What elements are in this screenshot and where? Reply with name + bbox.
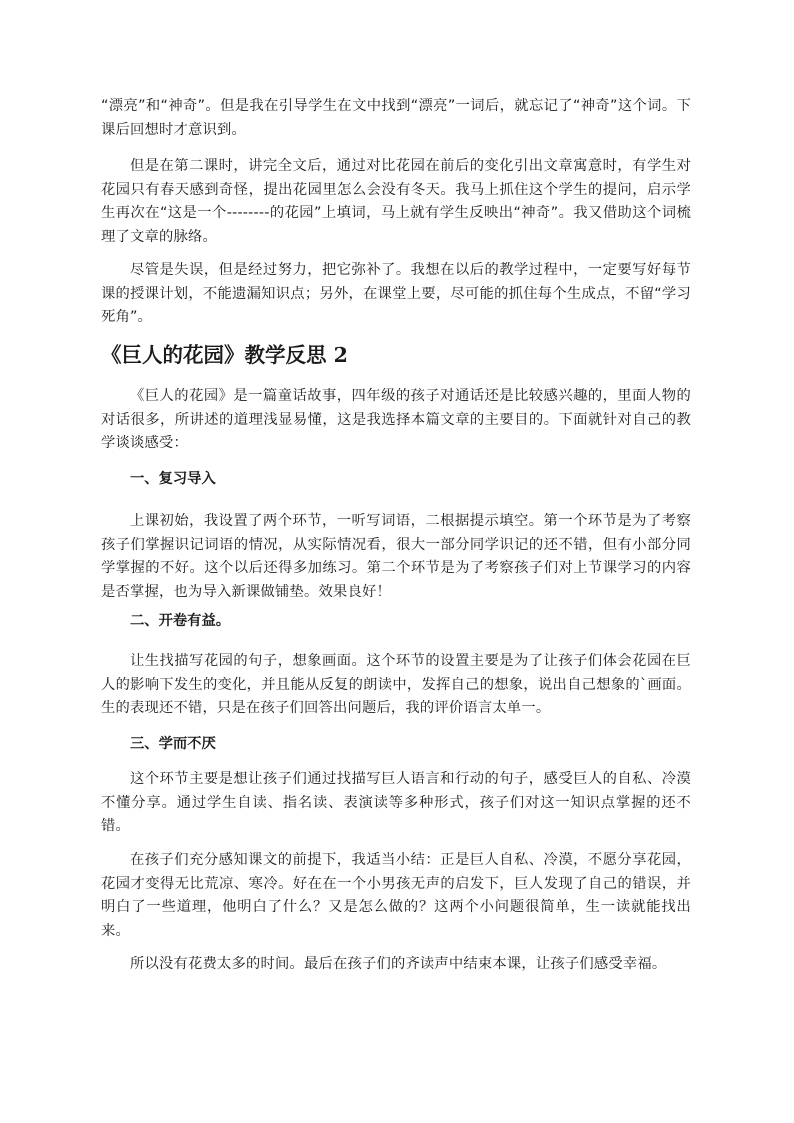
paragraph-learning-2: 在孩子们充分感知课文的前提下，我适当小结：正是巨人自私、冷漠，不愿分享花园，花园才变得无比荒凉、寒冷。好在在一个小男孩无声的启发下，巨人发现了自己的错误，并明白了一些道理，他明白了什么？又是怎么做的？这两个小问题很简单，生一读就能找出来。 — [101, 852, 691, 939]
paragraph-continuation: “漂亮”和“神奇”。但是我在引导学生在文中找到“漂亮”一词后，就忘记了“神奇”这个词。下课后回想时才意识到。 — [101, 98, 691, 138]
heading-review: 一、复习导入 — [130, 471, 216, 487]
paragraph-intro: 《巨人的花园》是一篇童话故事，四年级的孩子对通话还是比较感兴趣的，里面人物的对话很多，所讲述的道理浅显易懂，这是我选择本篇文章的主要目的。下面就针对自己的教学谈谈感受： — [101, 388, 691, 451]
section-title: 《巨人的花园》教学反思 2 — [101, 343, 348, 367]
heading-learning: 三、学而不厌 — [130, 736, 216, 752]
paragraph-learning-1: 这个环节主要是想让孩子们通过找描写巨人语言和行动的句子，感受巨人的自私、冷漠不懂分享。通过学生自读、指名读、表演读等多种形式，孩子们对这一知识点掌握的还不错。 — [101, 771, 691, 834]
paragraph-open-book: 让生找描写花园的句子，想象画面。这个环节的设置主要是为了让孩子们体会花园在巨人的影响下发生的变化，并且能从反复的朗读中，发挥自己的想象，说出自己想象的`画面。生的表现还不错，只是在孩子们回答出问题后，我的评价语言太单一。 — [101, 653, 691, 716]
paragraph-conclusion: 尽管是失误，但是经过努力，把它弥补了。我想在以后的教学过程中，一定要写好每节课的授课计划，不能遗漏知识点；另外，在课堂上要，尽可能的抓住每个生成点，不留“学习死角”。 — [101, 262, 691, 325]
paragraph-second-lesson: 但是在第二课时，讲完全文后，通过对比花园在前后的变化引出文章寓意时，有学生对花园只有春天感到奇怪，提出花园里怎么会没有冬天。我马上抓住这个学生的提问，启示学生再次在“这是一个--------的花园”上填词，马上就有学生反映出“神奇”。我又借助这个词梳理了文章的脉络。 — [101, 158, 691, 245]
paragraph-review: 上课初始，我设置了两个环节，一听写词语，二根据提示填空。第一个环节是为了考察孩子们掌握识记词语的情况，从实际情况看，很大一部分同学识记的还不错，但有小部分同学掌握的不好。这个以后还得多加练习。第二个环节是为了考察孩子们对上节课学习的内容是否掌握，也为导入新课做铺垫。效果良好！ — [101, 513, 691, 600]
heading-open-book: 二、开卷有益。 — [130, 613, 231, 629]
paragraph-learning-3: 所以没有花费太多的时间。最后在孩子们的齐读声中结束本课，让孩子们感受幸福。 — [130, 956, 667, 972]
